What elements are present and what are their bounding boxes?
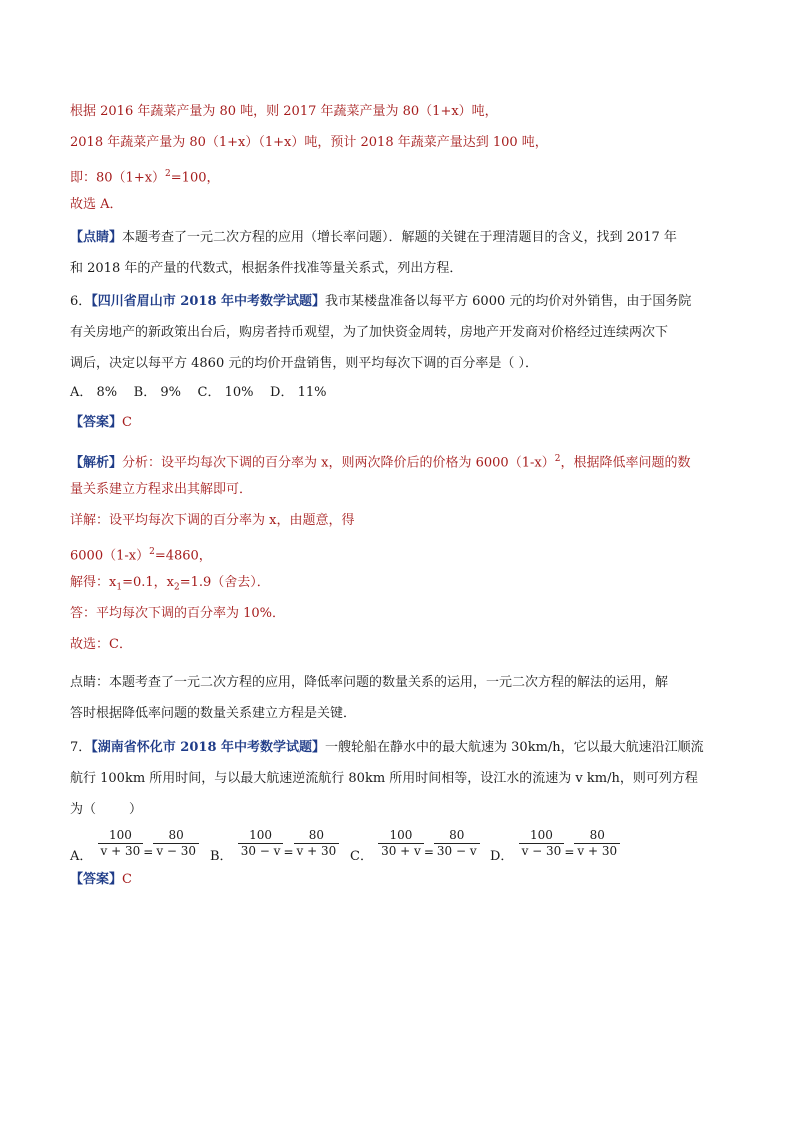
q7-option-b-den2: v + 30 <box>296 844 337 858</box>
q6-line1 <box>70 293 754 311</box>
analysis6-eq-pre: 6000（1-x） <box>70 548 150 564</box>
q6-answer <box>70 414 754 432</box>
analysis6-tag: 【解析】 <box>70 455 123 471</box>
q7-option-d-den1: v − 30 <box>521 844 562 858</box>
q7-option-c-num2: 80 <box>434 828 480 844</box>
q7-option-a-frac1 <box>98 828 144 859</box>
note5-line1 <box>70 229 754 247</box>
analysis6-sol-c: =1.9（舍去）． <box>179 575 270 590</box>
solution5-eq-post: =100， <box>170 170 220 186</box>
q7-line3: 为（ ） <box>70 802 143 817</box>
analysis6-sol-sub2: 2 <box>173 582 180 593</box>
note5-line2: 和 2018 年的产量的代数式，根据条件找准等量关系式，列出方程． <box>70 261 463 276</box>
analysis6-line1 <box>70 450 754 472</box>
q7-option-d-num1: 100 <box>519 828 565 844</box>
analysis6-sol-b: =0.1，x <box>122 575 174 590</box>
q7-option-c-den1: 30 + v <box>381 844 421 858</box>
q6-options: A． 8% B． 9% C． 10% D． 11% <box>70 385 327 400</box>
analysis6-eq-sup: 2 <box>149 547 155 557</box>
analysis6-post: ，根据降低率问题的数 <box>560 455 691 471</box>
q7-option-c-frac2 <box>434 828 480 859</box>
analysis6-sup: 2 <box>554 454 561 464</box>
q7-text1: 一艘轮船在静水中的最大航速为 30km/h，它以最大航速沿江顺流 <box>325 740 704 755</box>
q7-answer <box>70 871 754 889</box>
q7-answer-value: C <box>122 872 132 887</box>
solution5-line3 <box>70 165 754 187</box>
q7-option-b-num2: 80 <box>294 828 340 844</box>
q6-answer-value: C <box>122 415 132 430</box>
analysis6-pre: 分析：设平均每次下调的百分率为 x，则两次降价后的价格为 6000（1-x） <box>122 455 555 471</box>
q7-option-a <box>70 823 200 864</box>
q7-option-a-num2: 80 <box>153 828 199 844</box>
q6-source: 【四川省眉山市 2018 年中考数学试题】 <box>91 294 326 309</box>
solution5-eq-sup: 2 <box>165 169 171 179</box>
q6-text1: 我市某楼盘准备以每平方 6000 元的均价对外销售，由于国务院 <box>325 294 692 309</box>
q7-option-b-label: B． <box>210 849 233 864</box>
q7-option-b-num1: 100 <box>238 828 284 844</box>
q7-option-d-eq: = <box>564 844 575 859</box>
analysis6-line5 <box>70 574 754 597</box>
q7-source: 【湖南省怀化市 2018 年中考数学试题】 <box>91 740 326 755</box>
q7-option-b-frac2 <box>294 828 340 859</box>
q7-option-d-num2: 80 <box>574 828 620 844</box>
solution5-line4: 故选 A． <box>70 197 123 212</box>
q7-option-c-den2: 30 − v <box>436 844 477 858</box>
analysis6-line7: 故选：C． <box>70 637 132 652</box>
q7-option-c-num1: 100 <box>378 828 424 844</box>
q7-option-a-num1: 100 <box>98 828 144 844</box>
analysis6-sol-sub1: 1 <box>116 582 123 593</box>
q7-option-c-eq: = <box>423 844 434 859</box>
q7-answer-tag: 【答案】 <box>70 872 123 887</box>
solution5-eq-pre: 即：80（1+x） <box>70 170 166 186</box>
q7-option-b-den1: 30 − v <box>240 844 281 858</box>
q7-option-d-den2: v + 30 <box>577 844 618 858</box>
note5-tag: 【点睛】 <box>70 230 123 245</box>
analysis6-sol-a: 解得：x <box>70 575 117 590</box>
q6-line3: 调后，决定以每平方 4860 元的均价开盘销售，则平均每次下调的百分率是（ ）． <box>70 356 538 371</box>
q6-number: 6． <box>70 294 92 309</box>
q7-option-c <box>350 823 481 864</box>
note5-text1: 本题考查了一元二次方程的应用（增长率问题）．解题的关键在于理清题目的含义，找到 2017 年 <box>122 230 677 245</box>
q7-option-a-den1: v + 30 <box>100 844 141 858</box>
q7-option-d <box>490 823 621 864</box>
q7-option-d-label: D． <box>490 849 514 864</box>
q7-line1 <box>70 739 754 757</box>
q6-answer-tag: 【答案】 <box>70 415 123 430</box>
solution5-line1: 根据 2016 年蔬菜产量为 80 吨，则 2017 年蔬菜产量为 80（1+x）吨， <box>70 104 498 119</box>
solution5-line2: 2018 年蔬菜产量为 80（1+x）（1+x）吨，预计 2018 年蔬菜产量达到 100 吨， <box>70 135 548 150</box>
analysis6-line4 <box>70 543 754 565</box>
analysis6-note2: 答时根据降低率问题的数量关系建立方程是关键． <box>70 706 357 721</box>
q7-line2: 航行 100km 所用时间，与以最大航速逆流航行 80km 所用时间相等，设江水的流速为 v km/h，则可列方程 <box>70 771 698 786</box>
q6-line2: 有关房地产的新政策出台后，购房者持币观望，为了加快资金周转，房地产开发商对价格经过连续两次下 <box>70 325 669 340</box>
analysis6-line6: 答：平均每次下调的百分率为 10%． <box>70 606 286 621</box>
analysis6-line3: 详解：设平均每次下调的百分率为 x，由题意，得 <box>70 513 355 528</box>
q7-option-c-frac1 <box>378 828 424 859</box>
analysis6-line2: 量关系建立方程求出其解即可． <box>70 482 253 497</box>
q7-option-b-eq: = <box>283 844 294 859</box>
q7-option-b-frac1 <box>238 828 284 859</box>
q7-option-d-frac1 <box>519 828 565 859</box>
q7-option-a-label: A． <box>70 849 93 864</box>
q7-option-a-eq: = <box>143 844 154 859</box>
q7-option-a-frac2 <box>153 828 199 859</box>
q7-option-c-label: C． <box>350 849 373 864</box>
q7-option-b <box>210 823 340 864</box>
q7-option-a-den2: v − 30 <box>156 844 197 858</box>
q7-number: 7． <box>70 740 92 755</box>
analysis6-eq-post: =4860， <box>154 548 212 564</box>
analysis6-note1: 点睛：本题考查了一元二次方程的应用，降低率问题的数量关系的运用，一元二次方程的解法的运用，解 <box>70 675 669 690</box>
q7-option-d-frac2 <box>574 828 620 859</box>
